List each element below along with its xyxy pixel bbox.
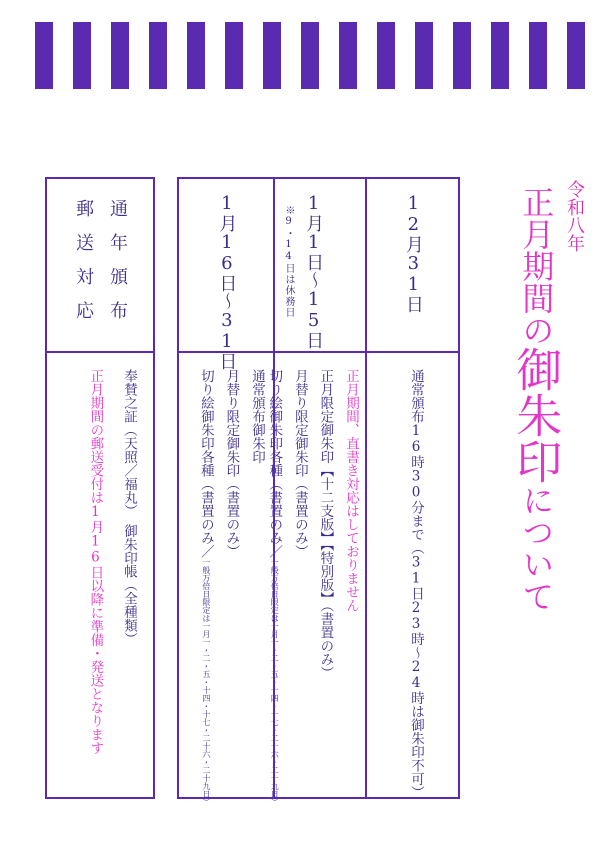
stripe	[225, 22, 243, 89]
column-header-labels	[47, 199, 153, 335]
header-label-year-round: 通年頒布	[107, 199, 128, 335]
column-body	[84, 369, 139, 755]
column-header	[179, 179, 273, 370]
stripe	[263, 22, 281, 89]
column-body	[263, 369, 361, 806]
stripe	[111, 22, 129, 89]
column-header-note: ※9・14日は休務日	[283, 205, 294, 318]
column-dec31	[365, 177, 460, 799]
column-header	[275, 179, 365, 353]
body-line: 奉賛之証（天照／福丸） 御朱印帳（全種類）	[121, 369, 137, 646]
title-main-2: について	[517, 484, 556, 612]
stripe	[149, 22, 167, 89]
body-line: 月替り限定御朱印（書置のみ）	[223, 369, 240, 558]
body-line-small: 一般万倍日限定は一月一・二・五・十四・十七・二十六・二十九日）	[270, 558, 280, 806]
body-line-small: 一般万倍日限定は一月一・二・五・十四・十七・二十六・二十九日）	[201, 558, 211, 806]
column-jan16-31	[177, 177, 275, 806]
body-line: 通常頒布16時30分まで（31日23時～24時は御朱印不可）	[408, 369, 424, 799]
column-header	[367, 179, 458, 353]
title-main	[508, 186, 563, 612]
title-era: 令和八年	[564, 180, 585, 252]
title-main-big: 御朱印	[509, 346, 564, 484]
stripe	[377, 22, 395, 89]
column-body	[404, 369, 426, 799]
body-line: 正月期間、直書き対応はしておりません	[343, 369, 359, 612]
stripe	[415, 22, 433, 89]
stripe	[35, 22, 53, 89]
header-label-mail: 郵送対応	[73, 199, 94, 335]
stripe	[453, 22, 471, 89]
body-line-main: 切り絵御朱印各種（書置のみ／	[266, 369, 283, 558]
body-line: 正月限定御朱印【十二支版】【特別版】（書置のみ）	[317, 369, 334, 680]
column-body	[194, 369, 267, 806]
body-line	[194, 369, 216, 806]
column-header-date: 1月1日～15日	[303, 193, 325, 349]
stripe	[339, 22, 357, 89]
schedule-table	[45, 177, 460, 806]
stripe	[187, 22, 205, 89]
column-mail	[45, 177, 155, 799]
column-jan1-15	[266, 177, 367, 806]
column-header	[47, 179, 153, 353]
stripe	[567, 22, 585, 89]
page-title	[508, 178, 585, 612]
title-main-1: 正月期間の	[517, 186, 556, 346]
body-line: 通常頒布御朱印	[249, 369, 265, 464]
body-line: 月替り限定御朱印（書置のみ）	[291, 369, 308, 558]
stripe	[73, 22, 91, 89]
stripe	[301, 22, 319, 89]
stripe	[491, 22, 509, 89]
column-header-date: 1月16日～31日	[216, 193, 238, 370]
body-line-main: 切り絵御朱印各種（書置のみ／	[197, 369, 214, 558]
top-stripe-banner	[35, 22, 585, 89]
stripe	[529, 22, 547, 89]
body-line: 正月期間の郵送受付は1月16日以降に準備・発送となります	[87, 369, 104, 755]
column-header-date: 12月31日	[402, 193, 424, 313]
